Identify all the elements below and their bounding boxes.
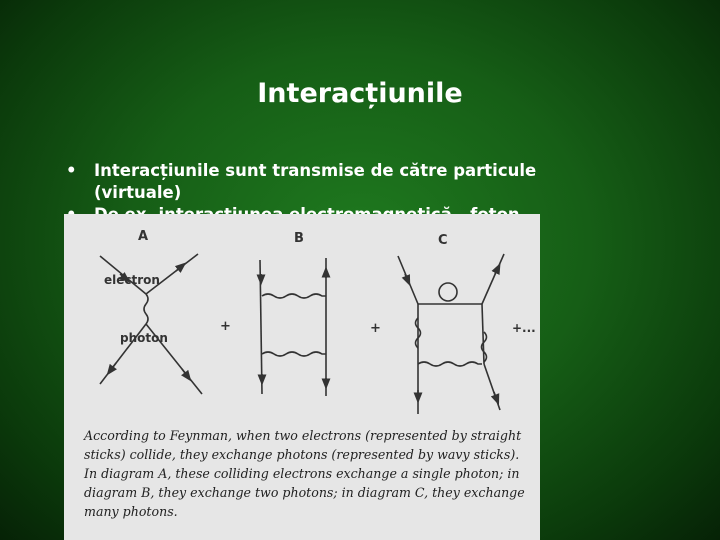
arrow: [176, 266, 182, 271]
electron-line: [260, 260, 262, 394]
photon-wavy-line: [262, 294, 326, 298]
electron-line: [484, 364, 500, 410]
caption-line: In diagram A, these colliding electrons exchange a single photon; in: [84, 466, 520, 481]
plus-more-sign: +...: [512, 321, 536, 335]
electron-label: electron: [104, 273, 160, 287]
diagram-c-label: C: [438, 233, 448, 248]
diagram-b-label: B: [294, 231, 304, 246]
photon-wavy-line: [418, 362, 482, 366]
slide-title: Interacțiunile: [257, 78, 463, 109]
arrow: [495, 268, 498, 274]
plus-sign: +: [370, 321, 381, 336]
caption-line: many photons.: [84, 504, 178, 519]
diagram-a-label: A: [138, 229, 149, 244]
plus-sign: +: [220, 319, 231, 334]
caption-line: sticks) collide, they exchange photons (represented by wavy sticks).: [84, 447, 520, 462]
bullet-item: [62, 160, 622, 204]
bullet-dot: •: [66, 161, 77, 180]
photon-loop: [439, 283, 457, 301]
feynman-diagram-figure: [64, 214, 540, 540]
electron-line: [482, 254, 504, 304]
caption-line: According to Feynman, when two electrons (represented by straight: [84, 428, 522, 443]
bullet-text: Interacțiunile sunt transmise de către particule (virtuale): [94, 161, 537, 202]
caption-line: diagram B, they exchange two photons; in diagram C, they exchange: [84, 485, 525, 500]
photon-wavy-line: [262, 352, 326, 356]
figure-caption: [84, 426, 536, 521]
photon-label: photon: [120, 331, 168, 345]
electron-line: [482, 304, 484, 364]
diagram-c: [398, 254, 504, 414]
photon-wavy-line: [144, 294, 148, 324]
diagram-b: [260, 258, 326, 396]
arrow: [182, 369, 188, 377]
arrow: [110, 363, 116, 371]
